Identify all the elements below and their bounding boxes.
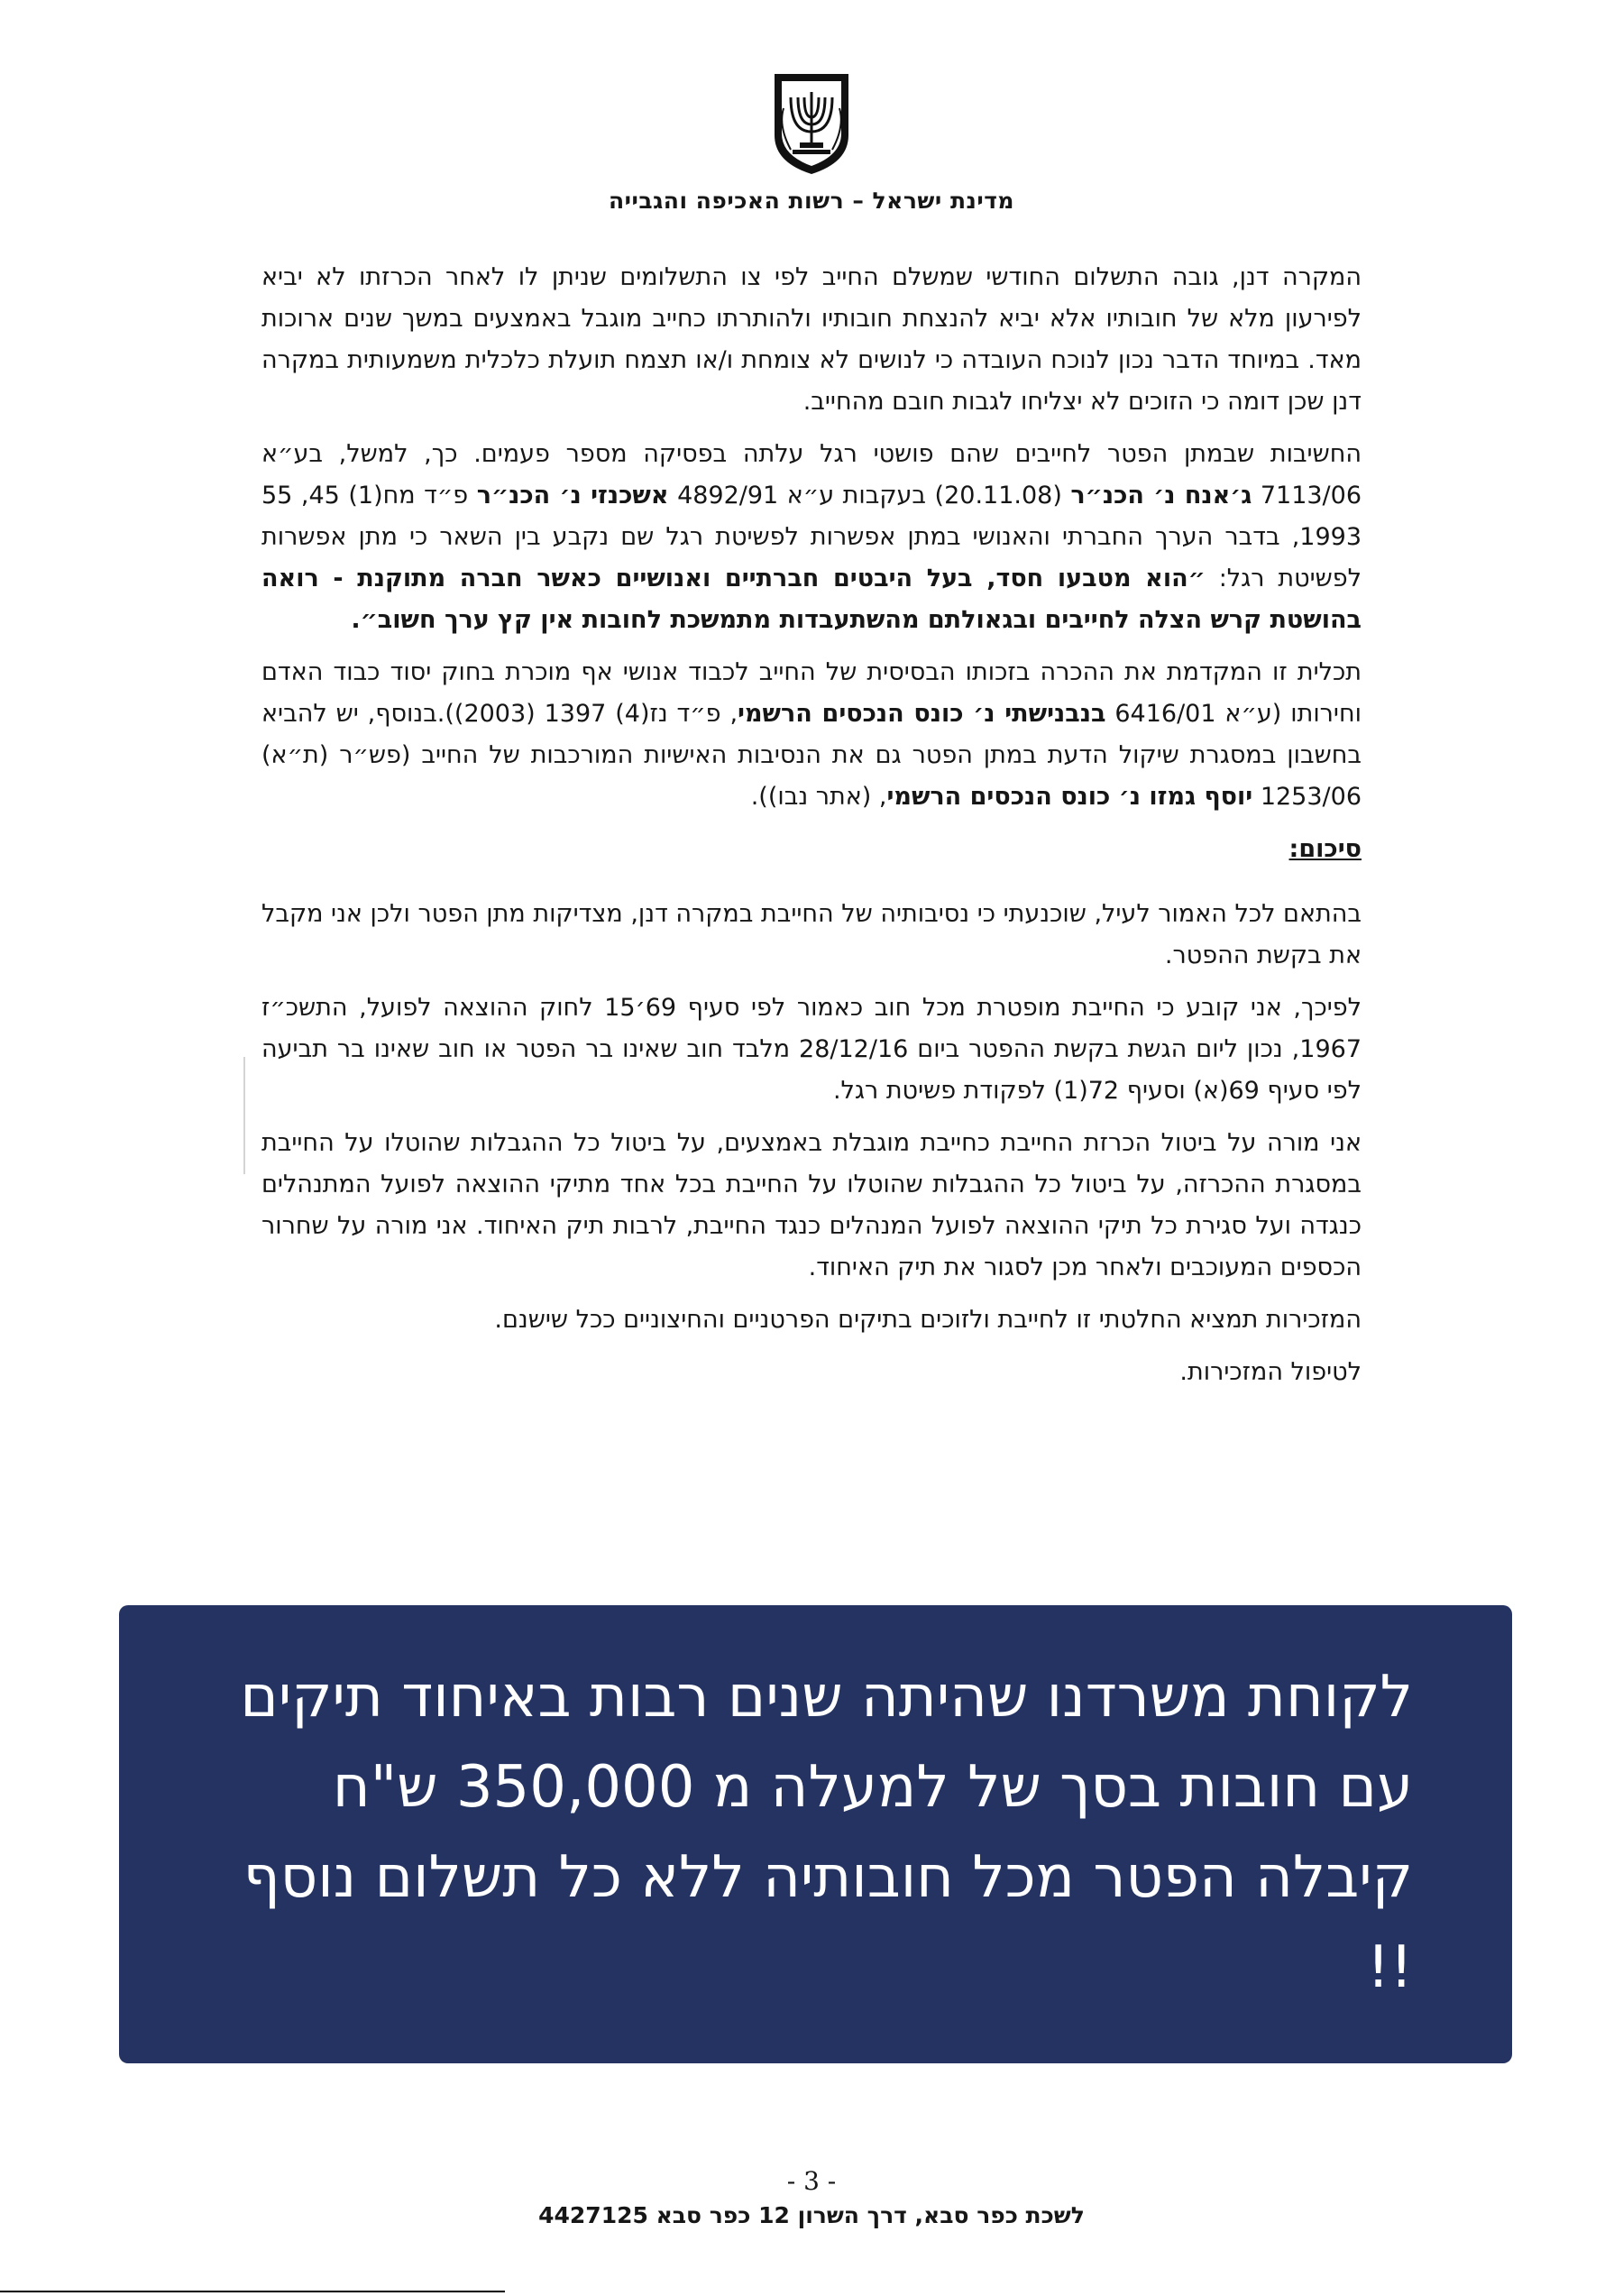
page-number: - 3 -	[786, 2166, 837, 2196]
paragraph-1: המקרה דנן, גובה התשלום החודשי שמשלם החייב לפי צו התשלומים שניתן לו לאחר הכרזתו לא יביא לפירעון מלא של חובותיו אלא יביא להנצחת חובותיו ולהותרתו כחייב מוגבל באמצעים במשך שנים ארוכות מאד. במיוחד הדבר נכון לנוכח העובדה כי לנושים לא צומחת ו/או תצמח תועלת כלכלית משמעותית במקרה דנן שכן דומה כי הזוכים לא יצליחו לגבות חובם מהחייב.	[261, 263, 1362, 416]
paragraph-7: המזכירות תמציא החלטתי זו לחייבת ולזוכים בתיקים הפרטניים והחיצוניים ככל שישנם.	[494, 1306, 1362, 1334]
paragraph-2: החשיבות שבמתן הפטר לחייבים שהם פושטי רגל עלתה בפסיקה מספר פעמים. כך, למשל, בע״א 7113/06 ג׳אנח נ׳ הכנ״ר (20.11.08) בעקבות ע״א 4892/91 אשכנזי נ׳ הכנ״ר פ״ד מח(1) 45, 55 1993, בדבר הערך החברתי והאנושי במתן אפשרות לפשיטת רגל שם נקבע בין השאר כי מתן אפשרות לפשיטת רגל: ״הוא מטבעו חסד, בעל היבטים חברתיים ואנושיים כאשר חברה מתוקנת - רואה בהושטת קרש הצלה לחייבים ובגאולתם מהשתעבדות מתמשכת לחובות אין קץ ערך חשוב״.	[261, 440, 1362, 634]
paragraph-3: תכלית זו המקדמת את ההכרה בזכותו הבסיסית של החייב לכבוד אנושי אף מוכרת בחוק יסוד כבוד האדם וחירותו (ע״א 6416/01 בנבנישתי נ׳ כונס הנכסים הרשמי, פ״ד נז(4) 1397 (2003)).בנוסף, יש להביא בחשבון במסגרת שיקול הדעת במתן הפטר גם את הנסיבות האישיות המורכבות של החייב (פש״ר (ת״א) 1253/06 יוסף גמזו נ׳ כונס הנכסים הרשמי, (אתר נבו)).	[261, 658, 1362, 811]
header-title: מדינת ישראל – רשות האכיפה והגבייה	[608, 188, 1015, 214]
paragraph-4: בהתאם לכל האמור לעיל, שוכנעתי כי נסיבותיה של החייבת במקרה דנן, מצדיקות מתן הפטר ולכן אני מקבל את בקשת ההפטר.	[261, 900, 1362, 969]
paragraph-6: אני מורה על ביטול הכרזת החייבת כחייבת מוגבלת באמצעים, על ביטול כל ההגבלות שהוטלו על החייבת במסגרת ההכרזה, על ביטול כל ההגבלות שהוטלו על החייבת בכל אחד מתיקי ההוצאה לפועל המתנהלים כנגדה ועל סגירת כל תיקי ההוצאה לפועל המנהלים כנגד החייבת, לרבות תיק האיחוד. אני מורה על שחרור הכספים המעוכבים ולאחר מכן לסגור את תיק האיחוד.	[261, 1129, 1362, 1281]
footer-address: לשכת כפר סבא, דרך השרון 12 כפר סבא 4427125	[538, 2202, 1085, 2228]
decision-body	[261, 257, 1362, 1404]
margin-mark	[243, 1057, 245, 1174]
paragraph-8: לטיפול המזכירות.	[1179, 1358, 1362, 1386]
bottom-rule	[0, 2291, 505, 2292]
menorah-emblem-icon	[771, 72, 852, 176]
summary-heading: סיכום:	[1288, 835, 1362, 863]
promo-banner	[119, 1605, 1512, 2063]
paragraph-5: לפיכך, אני קובע כי החייבת מופטרת מכל חוב כאמור לפי סעיף 69׳15 לחוק ההוצאה לפועל, התשכ״ז 1967, נכון ליום הגשת בקשת ההפטר ביום 28/12/16 מלבד חוב שאינו בר הפטר או חוב שאינו בר תביעה לפי סעיף 69(א) וסעיף 72(1) לפקודת פשיטת רגל.	[261, 994, 1362, 1105]
promo-text: לקוחת משרדנו שהיתה שנים רבות באיחוד תיקים עם חובות בסך של למעלה מ 350,000 ש"ח קיבלה הפטר מכל חובותיה ללא כל תשלום נוסף !!	[240, 1664, 1413, 2001]
